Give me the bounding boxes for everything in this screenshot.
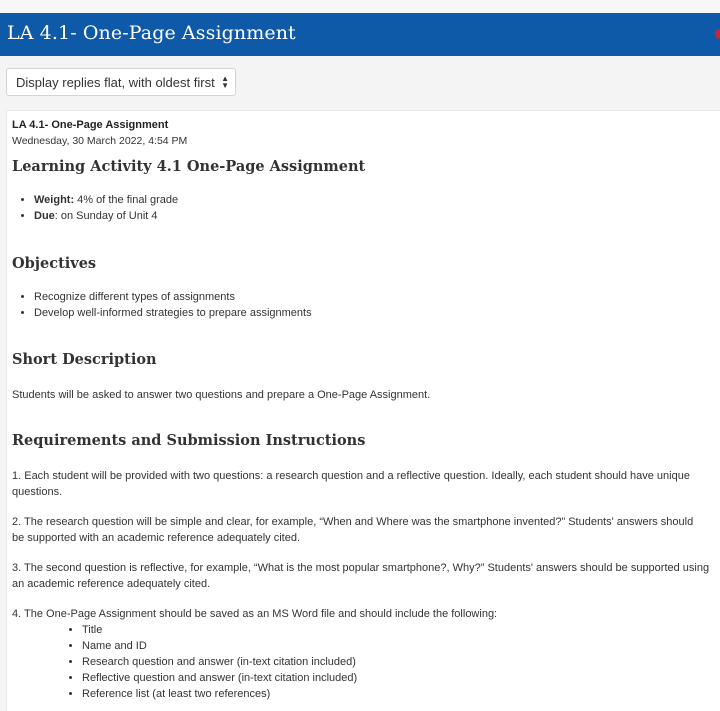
- browser-top-strip: [0, 0, 720, 14]
- list-item: • Title: [82, 622, 357, 638]
- requirement-4: 4. The One-Page Assignment should be saved as an MS Word file and should include the following:: [12, 608, 498, 620]
- page-title: LA 4.1- One-Page Assignment: [7, 22, 296, 44]
- requirement-3: 3. The second question is reflective, for example, “What is the most popular smartphone?, Why?” Students' answers should be supported using an academic reference adequately cited.: [12, 562, 710, 590]
- discussion-post: [6, 110, 720, 711]
- requirement-4-list: [60, 622, 357, 702]
- page-header: [0, 13, 720, 56]
- requirement-2: 2. The research question will be simple and clear, for example, “When and Where was the smartphone invented?” Students' answers should be supported with an academic reference adequately cited.: [12, 516, 694, 544]
- list-item: • Reflective question and answer (in-text citation included): [82, 670, 357, 686]
- short-description-text: Students will be asked to answer two questions and prepare a One-Page Assignment.: [12, 389, 431, 401]
- post-subject: LA 4.1- One-Page Assignment: [12, 119, 169, 131]
- requirement-1: 1. Each student will be provided with two questions: a research question and a reflective question. Ideally, each student should have unique questions.: [12, 470, 690, 498]
- post-date: Wednesday, 30 March 2022, 4:54 PM: [12, 135, 188, 147]
- display-mode-select[interactable]: [6, 68, 236, 96]
- list-item: • Develop well-informed strategies to prepare assignments: [34, 305, 312, 321]
- list-item: • Reference list (at least two references): [82, 686, 357, 702]
- list-item: • Due: on Sunday of Unit 4: [34, 208, 178, 224]
- select-updown-icon: ▲ ▼: [221, 74, 229, 90]
- list-item: • Name and ID: [82, 638, 357, 654]
- objectives-list: [12, 289, 312, 321]
- requirements-heading: Requirements and Submission Instructions: [12, 432, 366, 449]
- short-description-heading: Short Description: [12, 351, 157, 368]
- activity-heading: Learning Activity 4.1 One-Page Assignment: [12, 158, 366, 175]
- notification-dot-icon: [715, 29, 720, 39]
- objectives-heading: Objectives: [12, 255, 97, 272]
- list-item: • Research question and answer (in-text citation included): [82, 654, 357, 670]
- post-content: [12, 117, 712, 700]
- list-item: • Weight: 4% of the final grade: [34, 192, 178, 208]
- list-item: • Recognize different types of assignments: [34, 289, 312, 305]
- display-mode-value: Display replies flat, with oldest first: [16, 75, 215, 90]
- grading-list: [12, 192, 178, 224]
